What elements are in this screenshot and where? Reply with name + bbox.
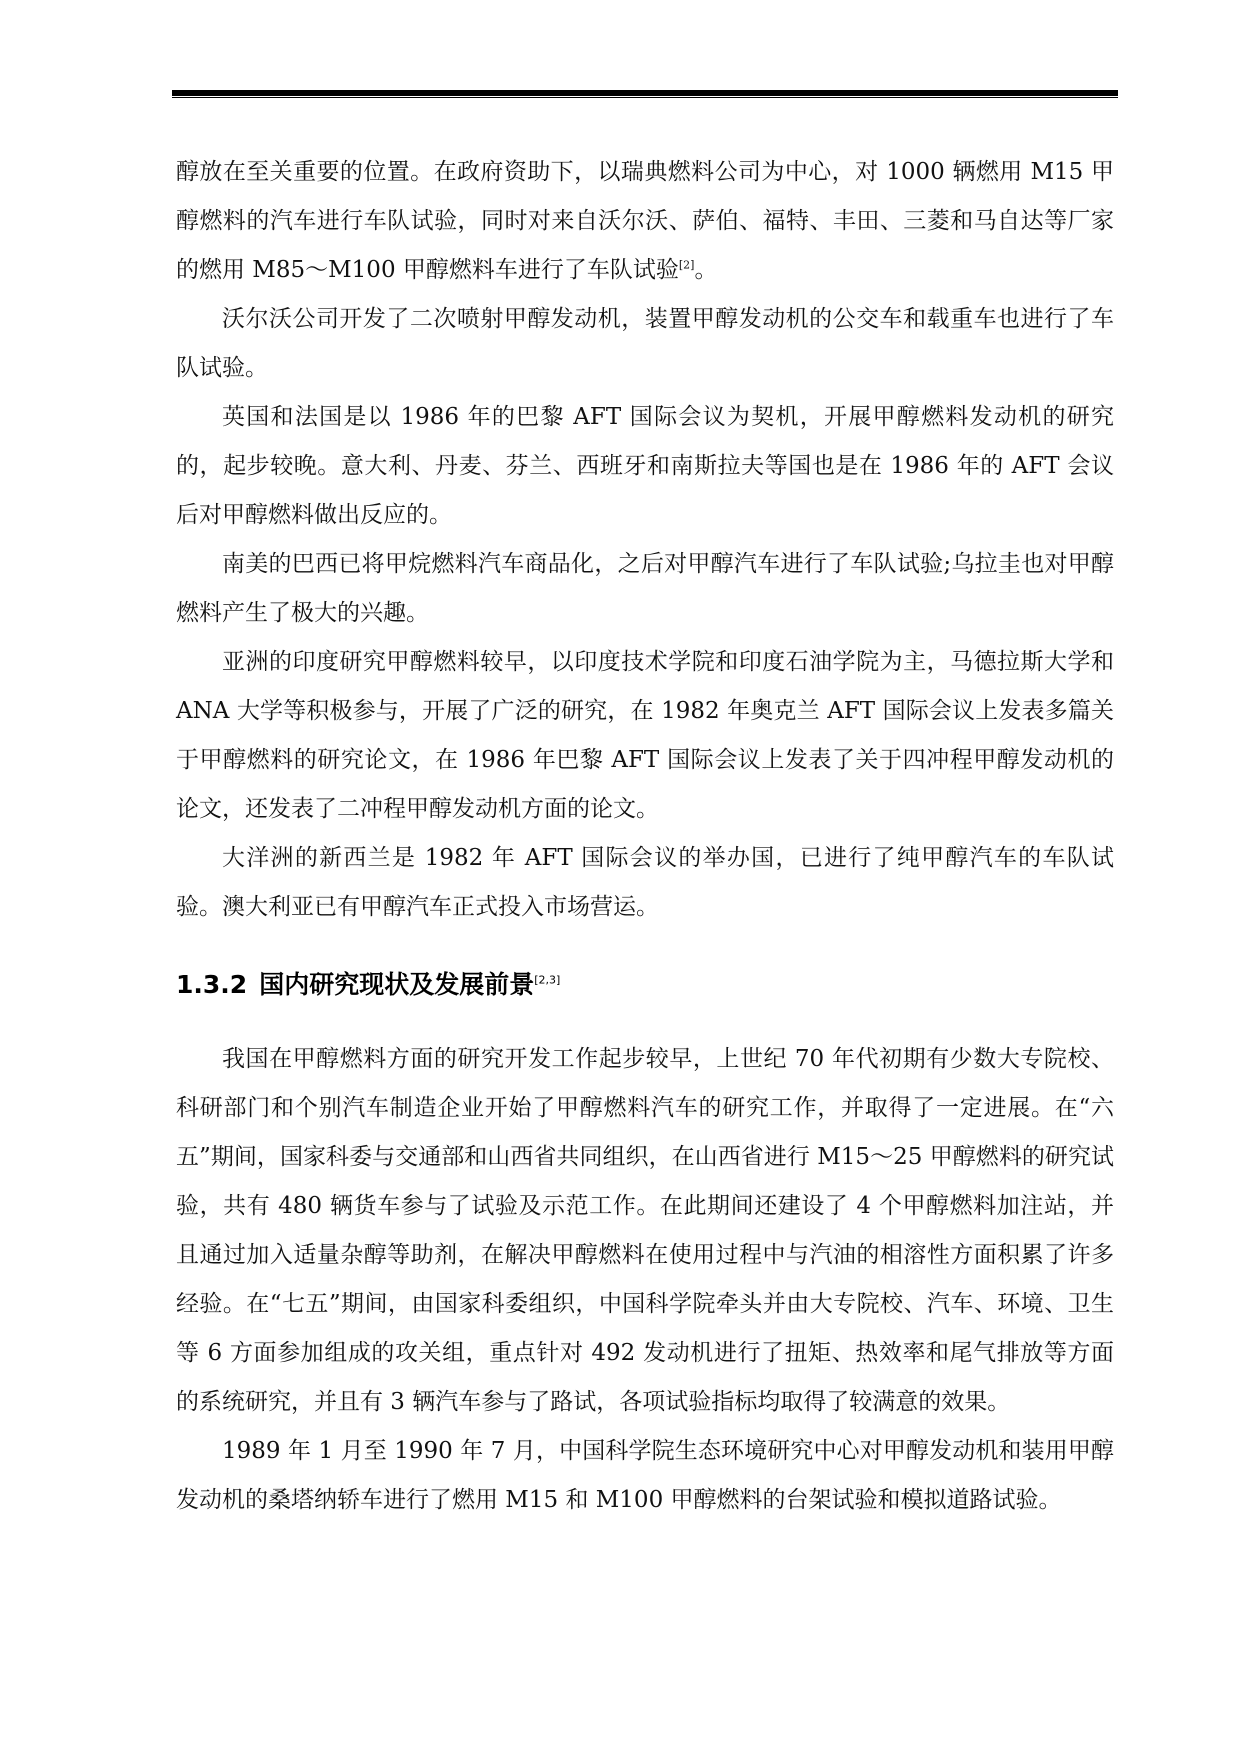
paragraph-oceania: 大洋洲的新西兰是 1982 年 AFT 国际会议的举办国，已进行了纯甲醇汽车的车队试验。澳大利亚已有甲醇汽车正式投入市场营运。 xyxy=(176,845,1114,920)
section-number: 1.3.2 xyxy=(176,970,248,999)
paragraph-south-america: 南美的巴西已将甲烷燃料汽车商品化，之后对甲醇汽车进行了车队试验;乌拉圭也对甲醇燃料产生了极大的兴趣。 xyxy=(176,551,1114,626)
paragraph-uk-france: 英国和法国是以 1986 年的巴黎 AFT 国际会议为契机，开展甲醇燃料发动机的研究的，起步较晚。意大利、丹麦、芬兰、西班牙和南斯拉夫等国也是在 1986 年的 AFT 会议后对甲醇燃料做出反应的。 xyxy=(176,404,1114,528)
section-title: 国内研究现状及发展前景 xyxy=(259,970,535,999)
section-citation: [2,3] xyxy=(534,973,561,987)
paragraph-asia: 亚洲的印度研究甲醇燃料较早，以印度技术学院和印度石油学院为主，马德拉斯大学和 ANA 大学等积极参与，开展了广泛的研究，在 1982 年奥克兰 AFT 国际会议上发表多篇关于甲醇燃料的研究论文，在 1986 年巴黎 AFT 国际会议上发表了关于四冲程甲醇发动机的论文，还发表了二冲程甲醇发动机方面的论文。 xyxy=(176,649,1114,822)
paragraph-cas-tests: 1989 年 1 月至 1990 年 7 月，中国科学院生态环境研究中心对甲醇发动机和装用甲醇发动机的桑塔纳轿车进行了燃用 M15 和 M100 甲醇燃料的台架试验和模拟道路试验。 xyxy=(176,1438,1114,1513)
paragraph-text: 醇放在至关重要的位置。在政府资助下，以瑞典燃料公司为中心，对 1000 辆燃用 M15 甲醇燃料的汽车进行车队试验，同时对来自沃尔沃、萨伯、福特、丰田、三菱和马自达等厂家的燃用 M85～M100 甲醇燃料车进行了车队试验 xyxy=(176,159,1114,283)
citation-marker: [2] xyxy=(678,258,695,272)
paragraph-domestic-research: 我国在甲醇燃料方面的研究开发工作起步较早，上世纪 70 年代初期有少数大专院校、科研部门和个别汽车制造企业开始了甲醇燃料汽车的研究工作，并取得了一定进展。在“六五”期间，国家科委与交通部和山西省共同组织，在山西省进行 M15～25 甲醇燃料的研究试验，共有 480 辆货车参与了试验及示范工作。在此期间还建设了 4 个甲醇燃料加注站，并且通过加入适量杂醇等助剂，在解决甲醇燃料在使用过程中与汽油的相溶性方面积累了许多经验。在“七五”期间，由国家科委组织，中国科学院牵头并由大专院校、汽车、环境、卫生等 6 方面参加组成的攻关组，重点针对 492 发动机进行了扭矩、热效率和尾气排放等方面的系统研究，并且有 3 辆汽车参与了路试，各项试验指标均取得了较满意的效果。 xyxy=(176,1046,1114,1415)
body-text xyxy=(176,148,1114,1525)
header-rule xyxy=(172,90,1118,99)
header-rule-thick xyxy=(172,90,1118,96)
section-heading xyxy=(176,965,1114,1005)
paragraph-continued xyxy=(176,148,1114,295)
paragraph-volvo: 沃尔沃公司开发了二次喷射甲醇发动机，装置甲醇发动机的公交车和载重车也进行了车队试验。 xyxy=(176,306,1114,381)
paragraph-tail: 。 xyxy=(694,257,718,283)
header-rule-thin xyxy=(172,97,1118,98)
